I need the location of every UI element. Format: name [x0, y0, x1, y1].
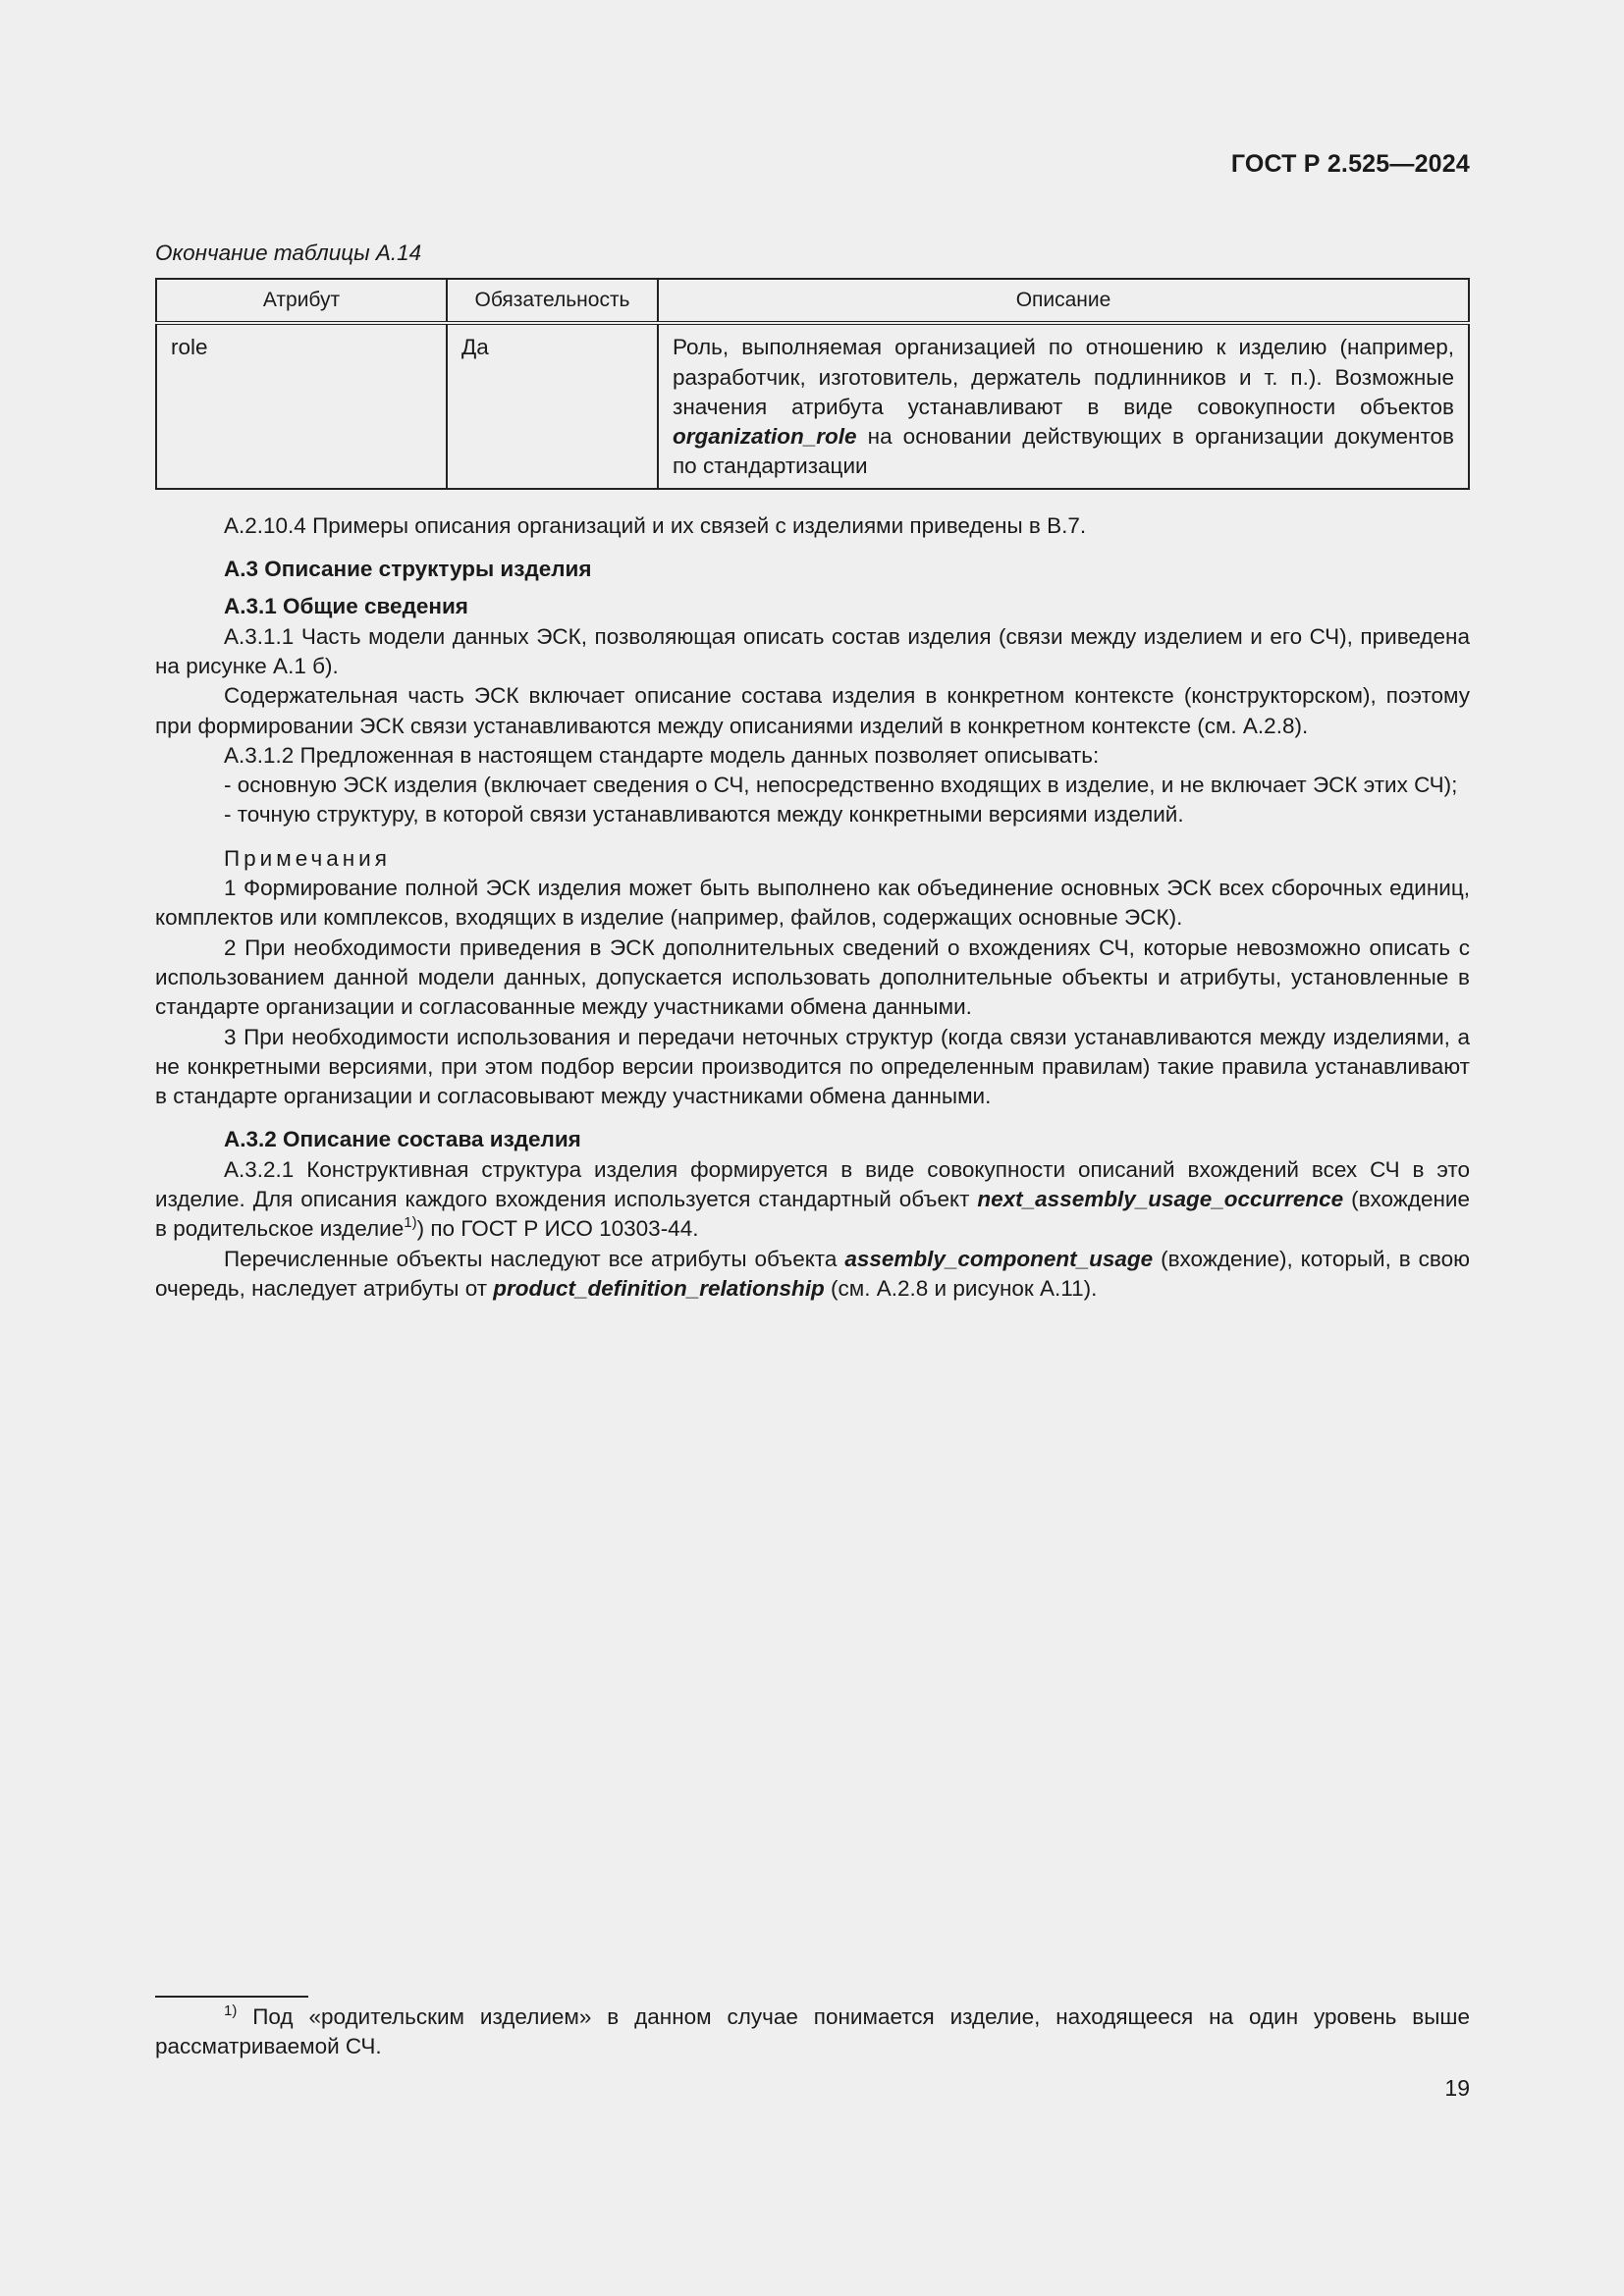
term-assembly-component-usage: assembly_component_usage: [844, 1246, 1154, 1271]
attributes-table: [155, 278, 1470, 489]
paragraph-a321-text-3: ) по ГОСТ Р ИСО 10303-44.: [416, 1216, 699, 1242]
table-header-row: [156, 279, 1469, 323]
footnote-divider: [155, 1996, 308, 1998]
note-item: 2 При необходимости приведения в ЭСК дополнительных сведений о вхождениях СЧ, которые невозможно описать с использованием данной модели данных, допускается использовать дополнительные объекты и атрибуты, установленные в стандарте организации и согласованные между участниками обмена данными.: [155, 934, 1470, 1020]
note-item: 1 Формирование полной ЭСК изделия может быть выполнено как объединение основных ЭСК всех сборочных единиц, комплектов или комплексов, входящих в изделие (например, файлов, содержащих основные ЭСК).: [155, 876, 1470, 931]
paragraph-content: Содержательная часть ЭСК включает описание состава изделия в конкретном контексте (конструкторском), поэтому при формировании ЭСК связи устанавливаются между описаниями изделий в конкретном контексте (см. А.2.8).: [155, 683, 1470, 738]
paragraph-inherit: [155, 1245, 1470, 1305]
column-header-description: Описание: [658, 279, 1469, 323]
term-product-definition-relationship: product_definition_relationship: [493, 1275, 825, 1301]
notes-label: Примечания: [224, 845, 391, 871]
description-term: organization_role: [673, 424, 857, 450]
description-text-2: на основании действующих в организации документов по стандартизации: [673, 424, 1454, 479]
note-item: 3 При необходимости использования и передачи неточных структур (когда связи устанавливаются между изделиями, а не конкретными версиями, при этом подбор версии производится по определенным правилам) такие правила устанавливают в стандарте организации и согласовывают между участниками обмена данными.: [155, 1024, 1470, 1109]
term-next-assembly-usage-occurrence: next_assembly_usage_occurrence: [977, 1187, 1344, 1212]
cell-attribute: role: [156, 323, 447, 488]
paragraph-a321-text-2: (вхождение в родительское изделие: [155, 1187, 1470, 1242]
list-item: - основную ЭСК изделия (включает сведения о СЧ, непосредственно входящих в изделие, и не включает ЭСК этих СЧ);: [224, 773, 1458, 798]
paragraph-a312: А.3.1.2 Предложенная в настоящем стандарте модель данных позволяет описывать:: [224, 742, 1100, 768]
column-header-required: Обязательность: [447, 279, 658, 323]
footnote-text: [155, 2002, 1470, 2062]
list-item: - точную структуру, в которой связи устанавливаются между конкретными версиями изделий.: [224, 802, 1184, 828]
footnote-marker: 1): [224, 2002, 238, 2019]
heading-a31: А.3.1 Общие сведения: [224, 594, 468, 619]
page-content: [155, 239, 1470, 1304]
paragraph-a321: [155, 1155, 1470, 1245]
paragraph-inherit-text-2: (вхождение), который, в свою очередь, наследует атрибуты от: [155, 1246, 1471, 1301]
paragraph-inherit-text-1: Перечисленные объекты наследуют все атрибуты объекта: [224, 1246, 845, 1271]
column-header-attribute: Атрибут: [156, 279, 447, 323]
paragraph-a311: А.3.1.1 Часть модели данных ЭСК, позволяющая описать состав изделия (связи между изделием и его СЧ), приведена на рисунке А.1 б).: [155, 623, 1470, 678]
standard-designation: ГОСТ Р 2.525—2024: [1230, 150, 1470, 178]
footnote: [155, 2002, 1470, 2062]
footnote-body: Под «родительским изделием» в данном случае понимается изделие, находящееся на один уровень выше рассматриваемой СЧ.: [155, 2004, 1470, 2059]
table-row: [156, 323, 1469, 488]
paragraph-inherit-text-3: (см. А.2.8 и рисунок А.11).: [824, 1275, 1098, 1301]
paragraph-a321-text-1: А.3.2.1 Конструктивная структура изделия формируется в виде совокупности описаний вхождений всех СЧ в это изделие. Для описания каждого вхождения используется стандартный объект: [155, 1156, 1470, 1212]
paragraph-a2104: А.2.10.4 Примеры описания организаций и их связей с изделиями приведены в В.7.: [224, 512, 1087, 538]
heading-a3: А.3 Описание структуры изделия: [224, 557, 592, 582]
footnote-reference: 1): [404, 1214, 417, 1232]
heading-a32: А.3.2 Описание состава изделия: [224, 1127, 581, 1152]
cell-required: Да: [447, 323, 658, 488]
table-caption: Окончание таблицы А.14: [155, 240, 422, 265]
page-number: 19: [1444, 2075, 1470, 2101]
cell-description: [658, 323, 1469, 488]
description-text-1: Роль, выполняемая организацией по отношению к изделию (например, разработчик, изготовитель, держатель подлинников и т. п.). Возможные значения атрибута устанавливают в виде совокупности объектов: [673, 335, 1454, 419]
